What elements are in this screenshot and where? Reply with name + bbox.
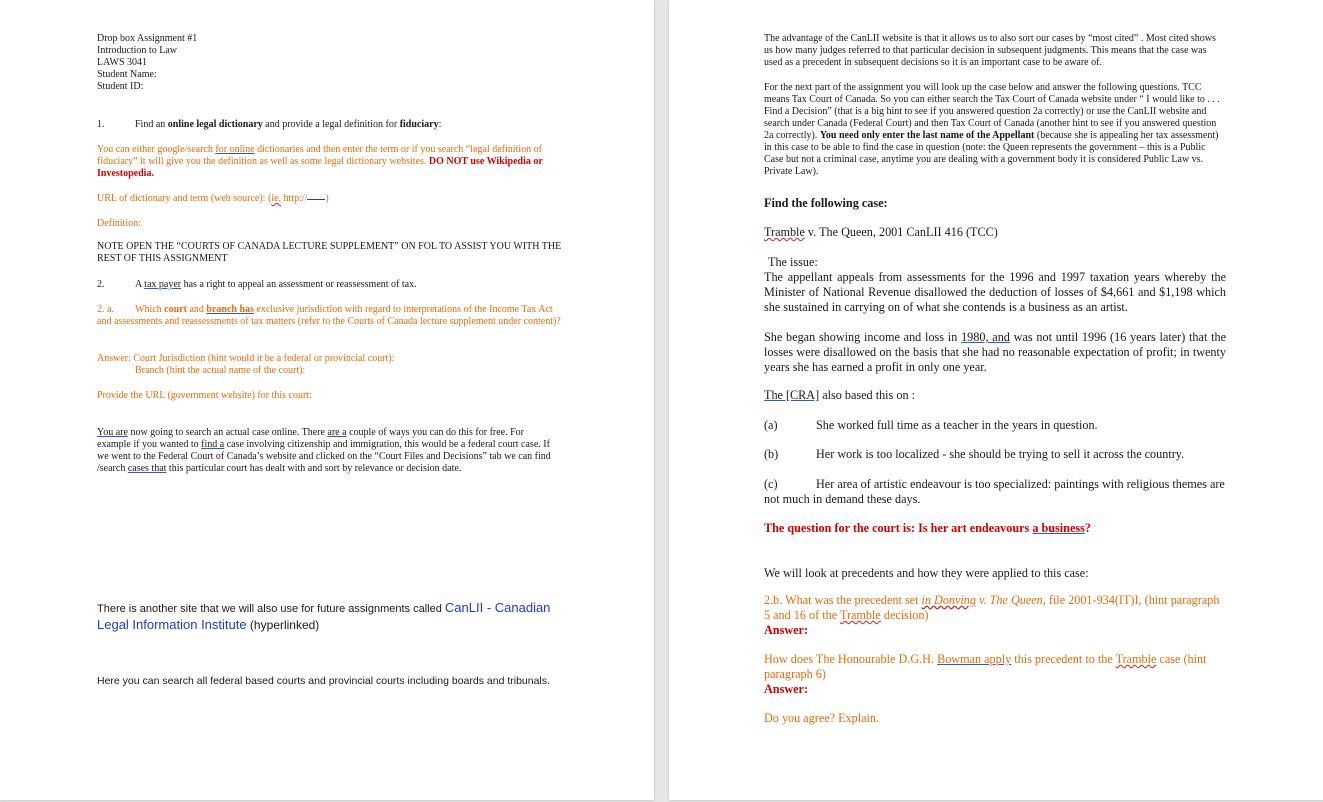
case-name: Tramble xyxy=(1115,652,1157,666)
bold-term: fiduciary xyxy=(399,119,439,130)
hyperlink[interactable]: Bowman apply xyxy=(937,652,1012,666)
hyperlink[interactable]: tax payer xyxy=(144,279,182,290)
instruction-text: dictionaries and then enter the term or if you search “legal definition of fiduciary” it will give you the definition as well as some legal dictionary websites. xyxy=(97,144,542,167)
document-page-left xyxy=(0,0,654,800)
item-text: Her area of artistic endeavour is too specialized: paintings with religious themes are not much in demand these days. xyxy=(764,477,1225,506)
paragraph-text: this particular court has dealt with and sort by relevance or decision date. xyxy=(166,463,462,474)
question-text: ? xyxy=(1084,521,1091,535)
assignment-header xyxy=(97,33,397,93)
list-item xyxy=(764,477,1226,507)
hyperlink[interactable]: for online xyxy=(215,144,255,155)
paragraph-text: now going to search an actual case online. There xyxy=(127,427,328,438)
list-item xyxy=(764,447,1226,462)
question-text: case (hint paragraph 6) xyxy=(764,652,1207,681)
header-line: Introduction to Law xyxy=(97,45,177,56)
instruction-text: You can either google/search xyxy=(97,144,216,155)
hyperlink[interactable]: are a xyxy=(327,427,347,438)
header-line: Student Name: xyxy=(97,69,157,80)
paragraph-text: (because she is appealing her tax assessment) in this case to be able to find the case in question (note: the Queen represents the government – this is a Public Case but not a criminal case, anytime you are dealing with a government body it is considered Public Law vs. Private Law). xyxy=(764,130,1219,177)
issue-label: The issue: xyxy=(768,255,818,269)
question-2a xyxy=(97,304,562,328)
url-blank[interactable] xyxy=(307,199,325,200)
bold-instruction: You need only enter the last name of the Appellant xyxy=(819,130,1035,141)
question-text: and provide a legal definition for xyxy=(262,119,400,130)
list-item xyxy=(764,418,1226,433)
question-text: A xyxy=(135,279,145,290)
honourable-question xyxy=(764,652,1226,697)
paragraph-text: couple of ways you can do this for free. For example if you wanted to xyxy=(97,427,525,450)
question-text: exclusive jurisdiction with regard to interpretations of the Income Tax Act and assessments and reassessments of tax matters (refer to the Courts of Canada lecture supplement under content)? xyxy=(97,304,561,327)
hyperlink[interactable]: 1980, and xyxy=(961,330,1010,344)
question-text: this precedent to the xyxy=(1011,652,1116,666)
paragraph-text: (hyperlinked) xyxy=(246,618,320,632)
canlii-advantage: The advantage of the CanLII website is that it allows us to also sort our cases by “most cited” . Most cited shows us how many judges referred to that particular decision in subsequent judgments. This means that the case was used as a precedent in subsequent decisions so it is an important case to be aware of. xyxy=(764,33,1216,68)
definition-label: Definition: xyxy=(97,218,141,229)
item-label: (b) xyxy=(764,447,779,461)
header-line: Drop box Assignment #1 xyxy=(97,33,198,44)
hyperlink[interactable]: in Donving xyxy=(921,593,976,607)
case-rest: v. The Queen, 2001 CanLII 416 (TCC) xyxy=(804,225,998,239)
answer-block xyxy=(97,353,567,377)
began-paragraph xyxy=(764,330,1226,375)
paragraph-text: She began showing income and loss in xyxy=(764,330,962,344)
hyperlink[interactable]: a business xyxy=(1032,521,1085,535)
question-text: has a right to appeal an assessment or reassessment of tax. xyxy=(181,279,417,290)
url-close: ) xyxy=(325,193,329,204)
next-part-instructions xyxy=(764,82,1226,178)
precedents-line: We will look at precedents and how they were applied to this case: xyxy=(764,566,1089,580)
header-line: Student ID: xyxy=(97,81,144,92)
bold-term: online legal dictionary xyxy=(167,119,263,130)
question-2b xyxy=(764,593,1226,638)
question-number: 2. xyxy=(97,279,105,290)
item-text: Her work is too localized - she should be trying to sell it across the country. xyxy=(816,447,1185,461)
answer-label: Answer: xyxy=(764,682,809,696)
paragraph-text: For the next part of the assignment you will look up the case below and answer the following questions. TCC means Tax Court of Canada. So you can either search the Tax Court of Canada website under “ I would like to . . . Find a Decision” (that is a big hint to see if you answered question 2a correctly) or use the CanLII website and search under Canada (Federal Court) and then Tax Court of Canada (another hint to see if you answered question 2a correctly). xyxy=(764,82,1220,141)
find-case-heading: Find the following case: xyxy=(764,196,888,210)
ie-abbrev: ie. xyxy=(271,193,282,204)
paragraph-text: case involving citizenship and immigration, this would be a federal court case. If we went to the Federal Court of Canada’s website and clicked on the “Court Files and Decisions” tab we can find /search xyxy=(97,439,551,474)
issue-text: The appellant appeals from assessments for the 1996 and 1997 taxation years whereby the Minister of National Revenue disallowed the deduction of losses of $4,661 and $1,198 which she sustained in carrying on of what she contends is a business as an artist. xyxy=(764,270,1226,314)
question-text: Which xyxy=(135,304,165,315)
hyperlink[interactable]: You are xyxy=(97,427,128,438)
paragraph-text: also based this on : xyxy=(819,388,915,402)
question-2 xyxy=(97,279,567,291)
paragraph-text: There is another site that we will also use for future assignments called xyxy=(97,603,445,615)
supplement-note: NOTE OPEN THE “COURTS OF CANADA LECTURE SUPPLEMENT” ON FOL TO ASSIST YOU WITH THE REST OF THIS ASSIGNMENT xyxy=(97,241,562,264)
warning-text: DO NOT use Wikipedia or Investopedia. xyxy=(97,156,543,179)
provide-url: Provide the URL (government website) for this court: xyxy=(97,390,312,401)
hyperlink[interactable]: cases that xyxy=(127,463,167,474)
header-line: LAWS 3041 xyxy=(97,57,148,68)
item-text: She worked full time as a teacher in the years in question. xyxy=(816,418,1098,432)
paragraph-text: was not until 1996 (16 years later) that the losses were disallowed on the basis that she had no reasonable expectation of profit; in twenty years she has earned a profit in only one year. xyxy=(764,330,1226,374)
bold-term: court xyxy=(164,304,187,315)
cra-line xyxy=(764,388,915,403)
case-name: Tramble xyxy=(839,608,881,622)
url-line xyxy=(97,193,567,205)
answer-court-line: Answer: Court Jurisdiction (hint would it be a federal or provincial court): xyxy=(97,353,395,364)
question-1 xyxy=(97,119,567,131)
search-all-text: Here you can search all federal based courts and provincial courts including boards and tribunals. xyxy=(97,675,550,687)
question-text: : xyxy=(438,119,442,130)
url-label: URL of dictionary and term (web source): ( xyxy=(97,193,272,204)
question-number: 1. xyxy=(97,119,105,130)
url-prefix: http:// xyxy=(281,193,308,204)
answer-branch-line: Branch (hint the actual name of the court): xyxy=(135,365,306,376)
agree-line: Do you agree? Explain. xyxy=(764,711,880,725)
answer-label: Answer: xyxy=(764,623,809,637)
question-text: and xyxy=(186,304,207,315)
canlii-paragraph xyxy=(97,600,567,634)
question-text: 2.b. What was the precedent set xyxy=(764,593,922,607)
item-label: (a) xyxy=(764,418,778,432)
item-label: (c) xyxy=(764,477,778,491)
dictionary-instructions xyxy=(97,144,562,180)
question-text: decision) xyxy=(880,608,929,622)
court-question xyxy=(764,521,1226,536)
question-text: How does The Honourable D.G.H. xyxy=(764,652,938,666)
case-citation xyxy=(764,225,998,240)
question-text: Find an xyxy=(135,119,168,130)
hyperlink[interactable]: branch has xyxy=(206,304,254,315)
search-instructions xyxy=(97,427,552,475)
question-number: 2. a. xyxy=(97,304,114,315)
document-page-right xyxy=(669,0,1323,800)
question-text: The question for the court is: Is her art endeavours xyxy=(764,521,1033,535)
case-name: Tramble xyxy=(764,225,805,239)
case-italic: v. The Queen xyxy=(975,593,1043,607)
canlii-link[interactable]: CanLII - Canadian Legal Information Institute xyxy=(97,600,551,632)
hyperlink[interactable]: find a xyxy=(201,439,225,450)
hyperlink[interactable]: The [CRA] xyxy=(764,388,820,402)
question-text: , file 2001-934(IT)I, (hint paragraph 5 and 16 of the xyxy=(764,593,1220,622)
